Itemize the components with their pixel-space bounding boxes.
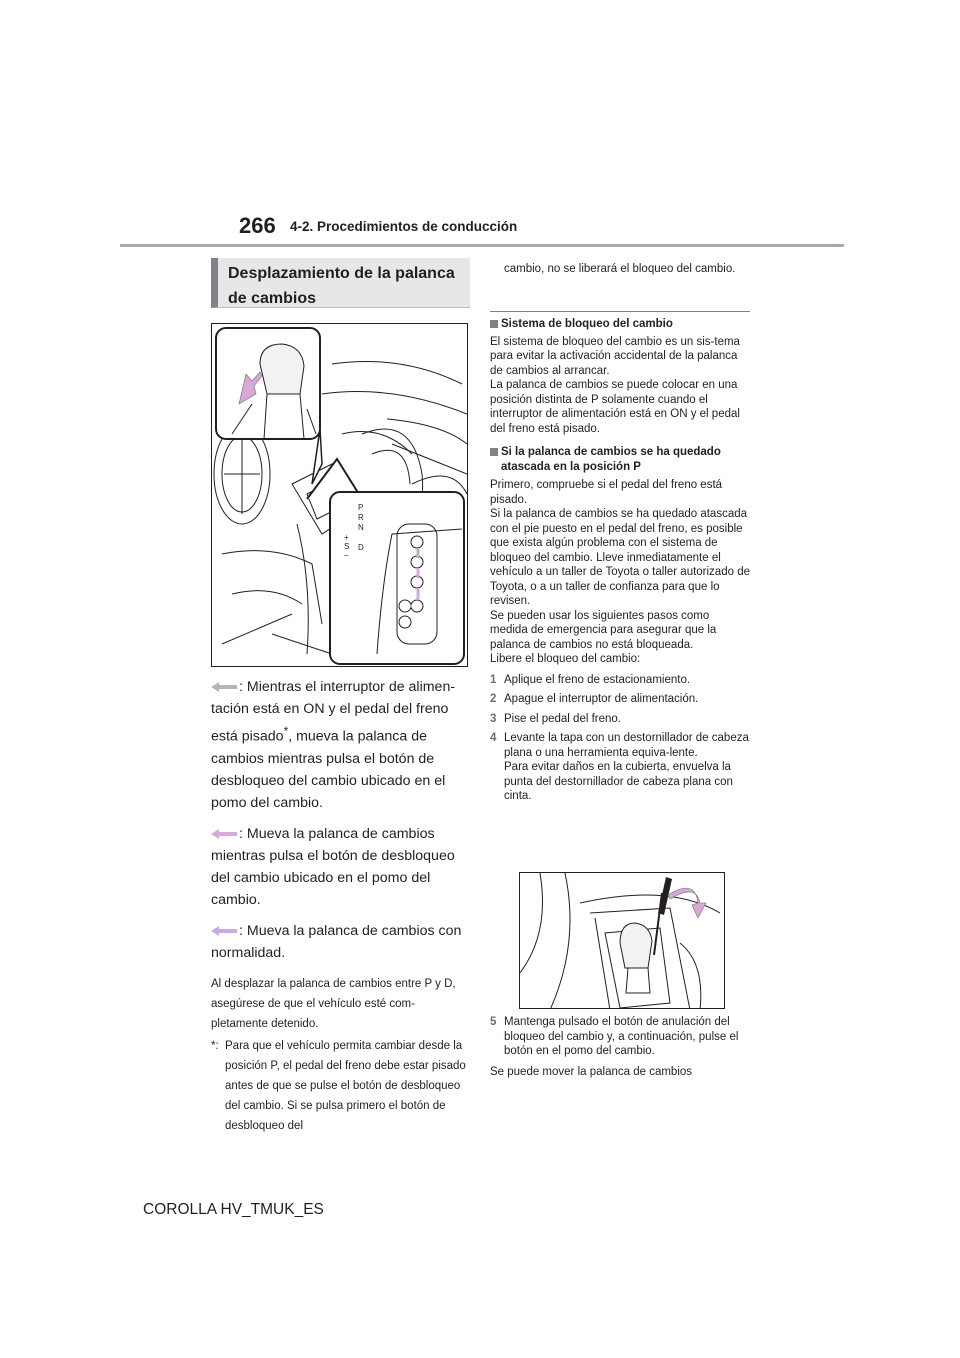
purple-arrow-icon <box>211 926 237 936</box>
right-column-bottom <box>490 1015 750 1079</box>
lock-system-body: El sistema de bloqueo del cambio es un sis-tema para evitar la activación accidental de la palanca de cambios al arrancar. La palanca de cambios se puede colocar en una posición distinta de P solamente cuando el interruptor de alimentación está en ON y el pedal del freno está pisado. <box>490 335 740 435</box>
note-text: Al desplazar la palanca de cambios entre P y D, asegúrese de que el vehículo esté com-pletamente detenido. <box>211 977 456 1030</box>
heading-text: Desplazamiento de la palanca de cambios <box>228 265 455 307</box>
heading-box <box>211 258 470 308</box>
shift-lever-illustration <box>211 323 468 667</box>
right-top-text: cambio, no se liberará el bloqueo del cambio. <box>504 263 736 275</box>
page-number: 266 <box>239 213 276 238</box>
step-5: 5 Mantenga pulsado el botón de anulación del bloqueo del cambio y, a continuación, pulse el botón en el pomo del cambio. <box>490 1016 739 1057</box>
closing-text: Se puede mover la palanca de cambios <box>490 1065 693 1078</box>
square-bullet-icon <box>490 320 498 328</box>
legend-1-asterisk: * <box>283 724 289 738</box>
header-rule <box>120 244 844 247</box>
footnote <box>211 1036 469 1136</box>
section-title: 4-2. Procedimientos de conducción <box>290 219 518 234</box>
legend-2-text: : Mueva la palanca de cambios mientras pulsa el botón de desbloqueo del cambio ubicado en el pomo del cambio. <box>211 825 455 908</box>
lock-system-heading: Sistema de bloqueo del cambio <box>490 317 750 332</box>
legend-1-rest: , mueva la palanca de cambios mientras pulsa el botón de desbloqueo del cambio ubicado en el pomo del cambio. <box>211 728 446 811</box>
gate-label-minus: − <box>344 551 349 560</box>
footnote-text: Para que el vehículo permita cambiar desde la posición P, el pedal del freno debe estar pisado antes de que se pulse el botón de desbloqueo del cambio. Si se pulsa primero el botón de desbloqueo del <box>225 1039 466 1132</box>
screwdriver-illustration <box>519 872 725 1009</box>
step-1: 1 Aplique el freno de estacionamiento. <box>490 673 691 686</box>
footer-model: COROLLA HV_TMUK_ES <box>143 1201 324 1218</box>
right-column <box>490 317 750 804</box>
legend-item-1 <box>211 676 469 814</box>
footnote-mark: *: <box>211 1039 219 1052</box>
right-rule <box>490 311 750 312</box>
step-2: 2 Apague el interruptor de alimentación. <box>490 693 699 705</box>
legend-item-2 <box>211 823 469 911</box>
legend-list <box>211 676 469 1136</box>
gate-label-n: N <box>358 523 364 532</box>
gate-label-plus: + <box>344 533 349 542</box>
legend-3-text: : Mueva la palanca de cambios con normalidad. <box>211 922 462 961</box>
gate-label-s: S <box>344 542 350 551</box>
stuck-heading: Si la palanca de cambios se ha quedado atascada en la posición P <box>490 445 750 474</box>
square-bullet-icon <box>490 448 498 456</box>
gate-label-d: D <box>358 543 364 552</box>
pink-arrow-icon <box>211 829 237 839</box>
gate-label-p: P <box>358 503 364 512</box>
step-3: 3 Pise el pedal del freno. <box>490 712 621 725</box>
legend-1-text: : Mientras el interruptor de alimen-tación está en ON y el pedal del freno está pisado <box>211 679 456 745</box>
step-4: 4 Levante la tapa con un destornillador de cabeza plana o una herramienta equiva-lente. Para evitar daños en la cubierta, envuelva la punta del destornillador de cabeza plana con cinta. <box>490 732 749 802</box>
grey-arrow-icon <box>211 682 237 692</box>
stuck-body: Primero, compruebe si el pedal del freno está pisado. Si la palanca de cambios se ha quedado atascada con el pie puesto en el pedal del freno, es posible que exista algún problema con el sistema de bloqueo del cambio. Lleve inmediatamente el vehículo a un taller de Toyota o taller autorizado de Toyota, o a un taller de confianza para que lo revisen. Se pueden usar los siguientes pasos como medida de emergencia para asegurar que la palanca de cambios no está bloqueada. Libere el bloqueo del cambio: <box>490 479 750 665</box>
gate-label-r: R <box>358 513 364 522</box>
legend-item-3 <box>211 920 469 964</box>
